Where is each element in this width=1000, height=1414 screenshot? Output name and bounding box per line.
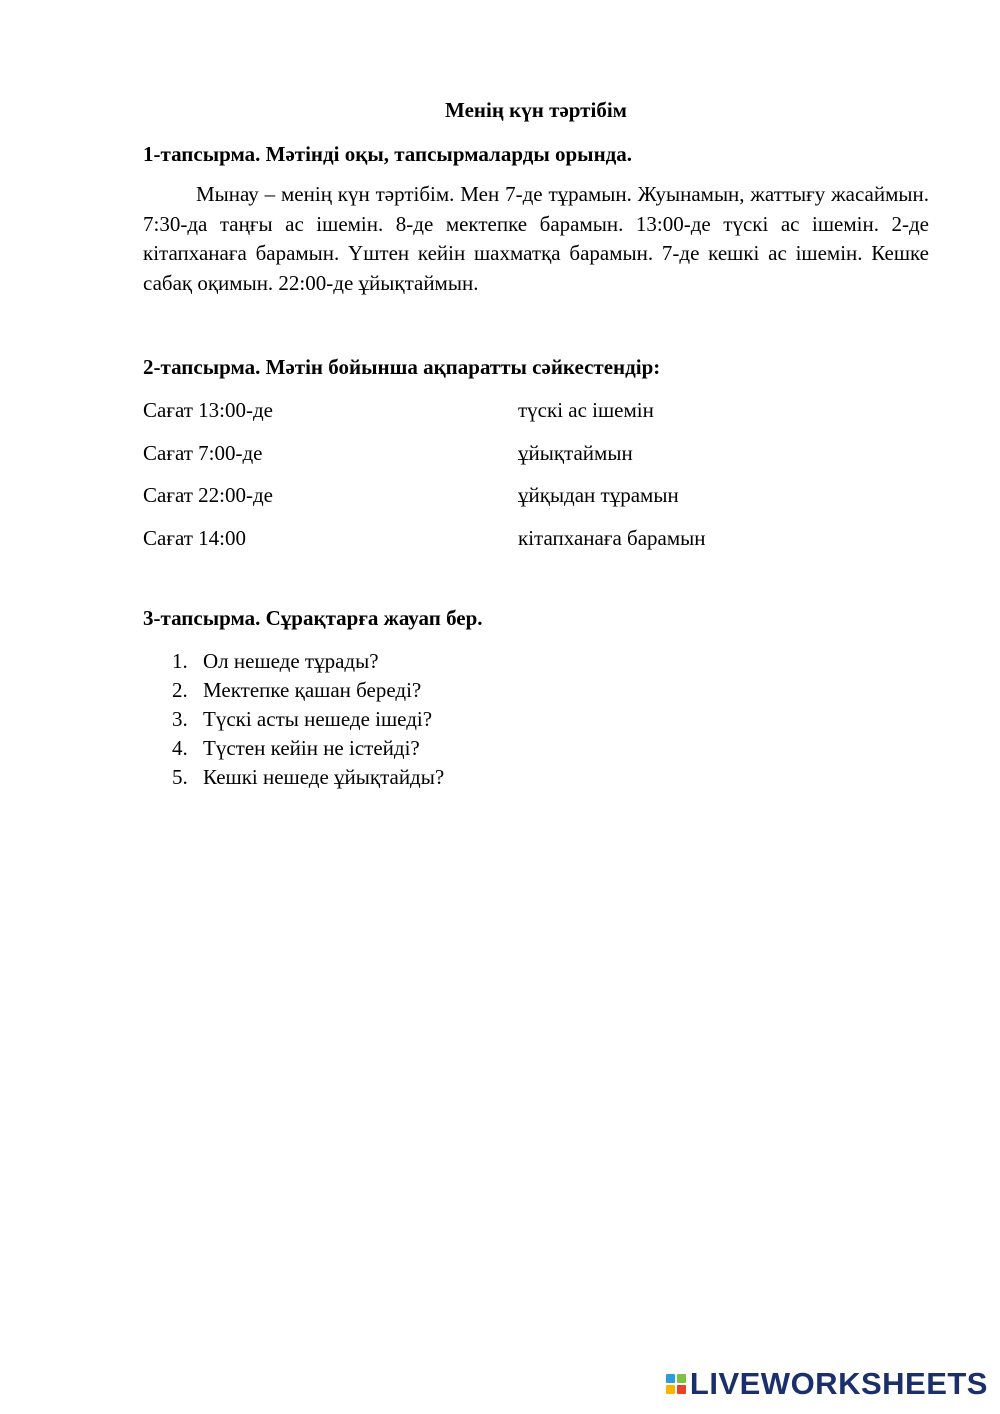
match-time: Сағат 14:00 <box>143 526 246 550</box>
question-item <box>172 676 444 705</box>
question-number: 2. <box>172 678 188 702</box>
question-item <box>172 763 444 792</box>
match-time: Сағат 7:00-де <box>143 441 263 465</box>
liveworksheets-wordmark: LIVEWORKSHEETS <box>689 1366 988 1401</box>
match-row <box>143 524 943 552</box>
match-row <box>143 396 943 424</box>
question-item <box>172 705 444 734</box>
question-item <box>172 734 444 763</box>
mark-square-red <box>677 1385 686 1394</box>
question-text: Түскі асты нешеде ішеді? <box>203 707 433 731</box>
match-activity: кітапханаға барамын <box>518 526 706 550</box>
match-time: Сағат 13:00-де <box>143 398 273 422</box>
match-time: Сағат 22:00-де <box>143 483 273 507</box>
question-text: Түстен кейін не істейді? <box>203 736 420 760</box>
mark-square-yellow <box>666 1385 675 1394</box>
task1-heading: 1-тапсырма. Мәтінді оқы, тапсырмаларды орында. <box>143 142 633 166</box>
page-title: Менің күн тәртібім <box>445 98 627 122</box>
question-text: Кешкі нешеде ұйықтайды? <box>203 765 445 789</box>
match-row <box>143 439 943 467</box>
mark-square-green <box>677 1374 686 1383</box>
match-activity: ұйқыдан тұрамын <box>518 483 679 507</box>
match-row <box>143 481 943 509</box>
question-item <box>172 647 444 676</box>
liveworksheets-mark-icon <box>666 1374 686 1394</box>
question-number: 4. <box>172 736 188 760</box>
match-activity: ұйықтаймын <box>518 441 633 465</box>
question-number: 5. <box>172 765 188 789</box>
question-text: Мектепке қашан береді? <box>203 678 422 702</box>
liveworksheets-logo <box>666 1368 988 1400</box>
mark-square-blue <box>666 1374 675 1383</box>
question-text: Ол нешеде тұрады? <box>203 649 379 673</box>
match-activity: түскі ас ішемін <box>518 398 654 422</box>
question-list <box>172 647 444 792</box>
question-number: 1. <box>172 649 188 673</box>
question-number: 3. <box>172 707 188 731</box>
task3-heading: 3-тапсырма. Сұрақтарға жауап бер. <box>143 606 483 630</box>
task1-paragraph: Мынау – менің күн тәртібім. Мен 7-де тұрамын. Жуынамын, жаттығу жасаймын. 7:30-да таңғы ас ішемін. 8-де мектепке барамын. 13:00-де түскі ас ішемін. 2-де кітапханаға барамын. Үштен кейін шахматқа барамын. 7-де кешкі ас ішемін. Кешке сабақ оқимын. 22:00-де ұйықтаймын. <box>143 182 929 295</box>
task2-heading: 2-тапсырма. Мәтін бойынша ақпаратты сәйкестендір: <box>143 355 661 379</box>
